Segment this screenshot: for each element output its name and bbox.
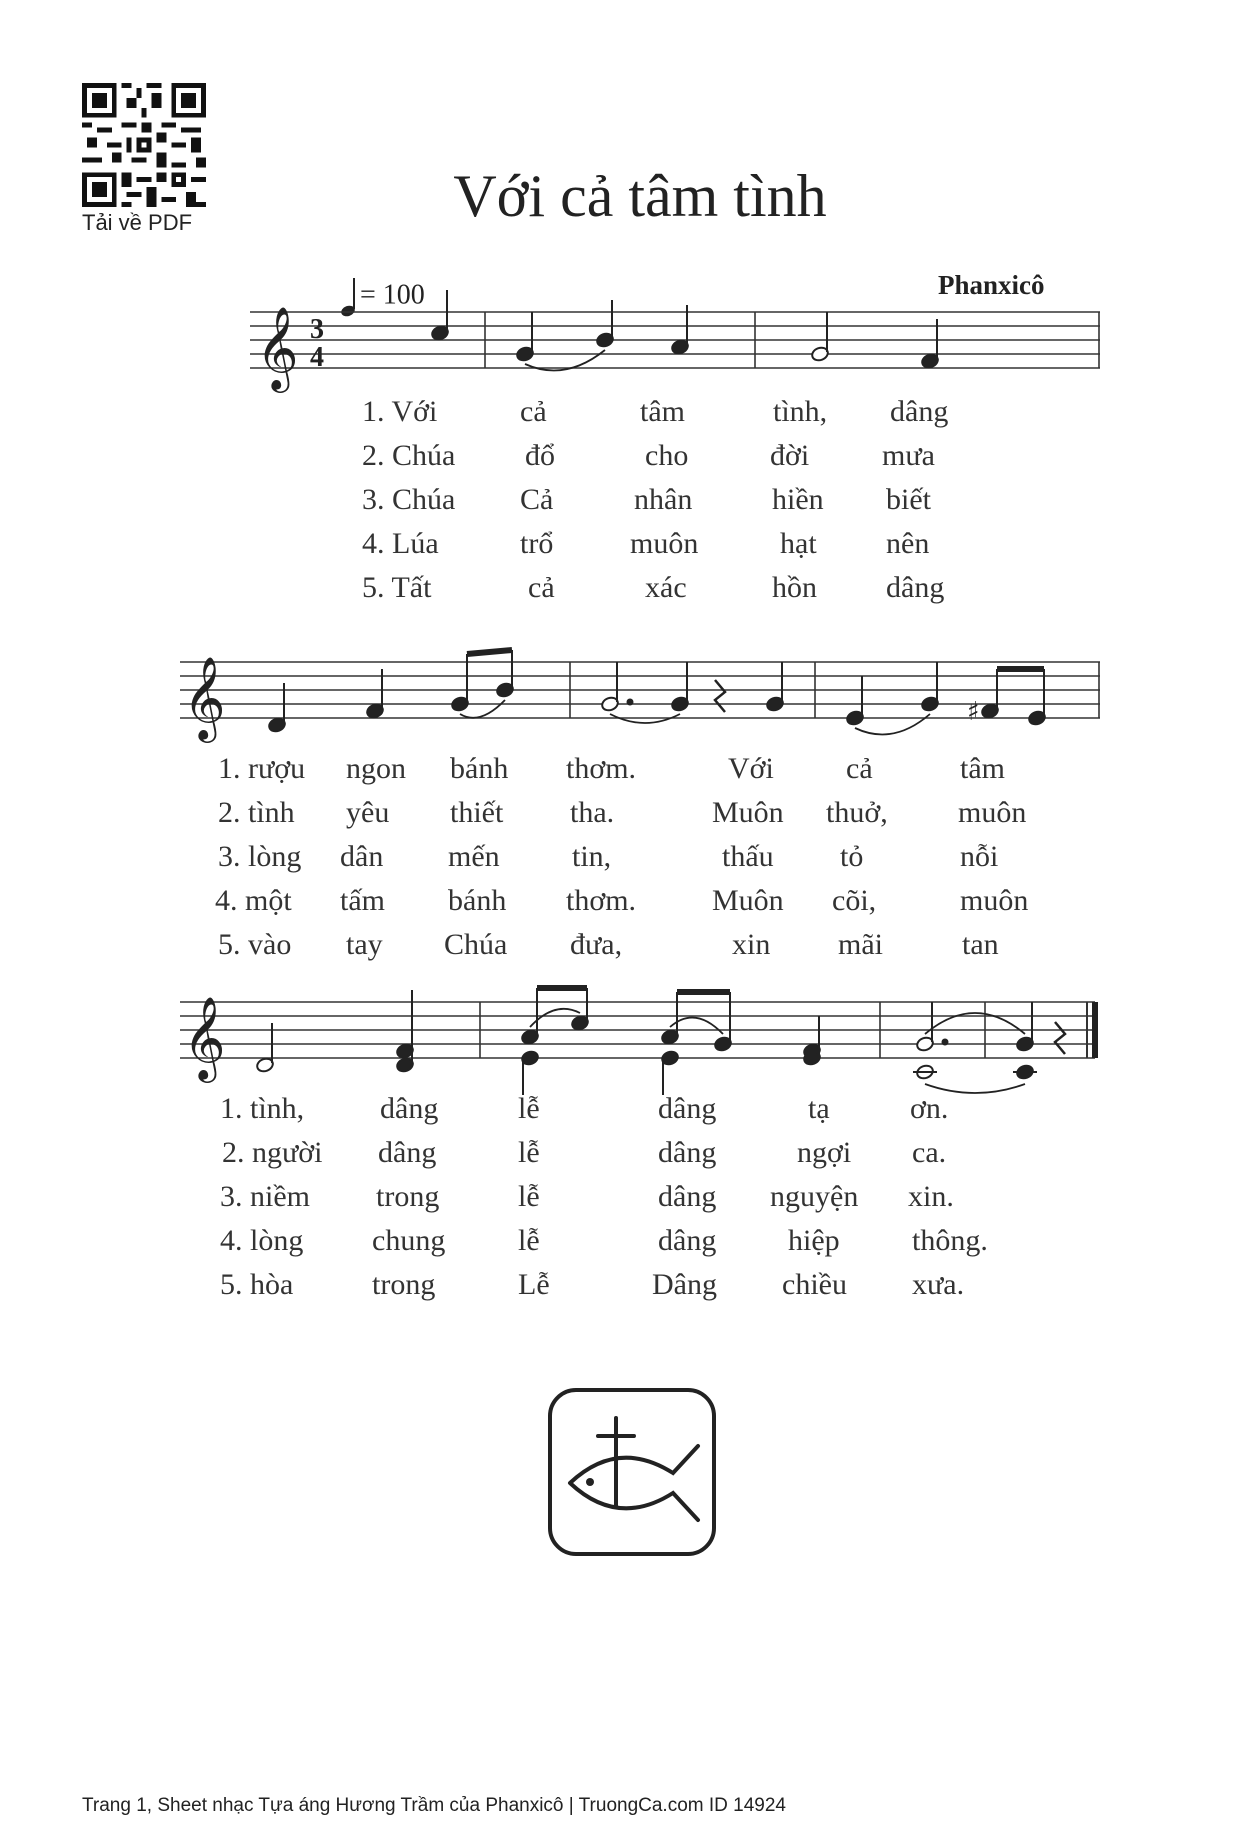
fish-cross-logo xyxy=(548,1388,716,1556)
lyric-word: tha. xyxy=(570,796,615,829)
lyric-word: Cả xyxy=(520,483,554,516)
lyric-word: dâng xyxy=(890,395,949,428)
lyric-word: đời xyxy=(770,439,810,472)
lyric-word: nên xyxy=(886,527,930,560)
lyric-word: 3. lòng xyxy=(218,840,302,873)
final-barline xyxy=(1092,1002,1098,1058)
lyric-word: Muôn xyxy=(712,884,784,917)
lyric-word: tâm xyxy=(960,752,1005,785)
lyric-word: bánh xyxy=(450,752,509,785)
composer: Phanxicô xyxy=(938,270,1045,300)
lyric-word: tin, xyxy=(572,840,612,873)
lyric-word: thấu xyxy=(722,840,774,873)
lyric-word: dâng xyxy=(380,1092,439,1125)
time-signature-top: 3 xyxy=(310,314,324,345)
lyric-word: cả xyxy=(528,571,555,604)
lyric-word: tạ xyxy=(808,1092,830,1125)
lyric-word: xin. xyxy=(908,1180,954,1213)
lyric-word: 4. Lúa xyxy=(362,527,439,560)
lyric-word: ngon xyxy=(346,752,406,785)
lyric-word: 4. một xyxy=(215,884,292,917)
lyric-word: Dâng xyxy=(652,1268,717,1301)
sharp-icon: ♯ xyxy=(967,697,980,727)
lyric-word: thơm. xyxy=(566,752,637,785)
staff-system-1 xyxy=(240,300,1100,400)
lyric-word: dân xyxy=(340,840,384,873)
lyric-word: dâng xyxy=(886,571,945,604)
lyric-word: 1. rượu xyxy=(218,752,306,785)
lyric-word: muôn xyxy=(958,796,1027,829)
lyric-word: 5. Tất xyxy=(362,571,432,604)
fish-eye-icon xyxy=(586,1478,594,1486)
lyric-word: mến xyxy=(448,840,500,873)
lyric-word: cả xyxy=(520,395,547,428)
lyric-word: lễ xyxy=(518,1180,540,1213)
page-footer: Trang 1, Sheet nhạc Tựa áng Hương Trầm của Phanxicô | TruongCa.com ID 14924 xyxy=(82,1795,786,1816)
lyric-word: cả xyxy=(846,752,873,785)
lyric-word: muôn xyxy=(630,527,699,560)
lyric-word: Muôn xyxy=(712,796,784,829)
lyric-word: tan xyxy=(962,928,999,961)
lyric-word: chung xyxy=(372,1224,446,1257)
lyric-word: xin xyxy=(732,928,771,961)
lyric-word: bánh xyxy=(448,884,507,917)
treble-clef-icon: 𝄞 xyxy=(183,995,226,1079)
lyric-word: 3. niềm xyxy=(220,1180,310,1213)
download-pdf-link[interactable]: Tải về PDF xyxy=(82,210,193,235)
lyric-word: 5. hòa xyxy=(220,1268,294,1301)
lyric-word: nỗi xyxy=(960,840,999,873)
lyric-word: xưa. xyxy=(912,1268,965,1301)
lyric-word: 2. tình xyxy=(218,796,295,829)
lyric-word: 2. Chúa xyxy=(362,439,456,472)
tempo-value: = 100 xyxy=(360,279,425,311)
song-title: Với cả tâm tình xyxy=(453,163,827,229)
lyric-word: hiệp xyxy=(788,1224,840,1257)
lyric-word: muôn xyxy=(960,884,1029,917)
lyric-word: lễ xyxy=(518,1224,540,1257)
lyric-word: thiết xyxy=(450,796,504,829)
lyric-word: biết xyxy=(886,483,931,516)
lyric-word: 5. vào xyxy=(218,928,292,961)
lyric-word: đổ xyxy=(525,439,555,472)
lyric-word: tâm xyxy=(640,395,685,428)
staff-system-3 xyxy=(175,990,1105,1100)
lyric-word: dâng xyxy=(658,1092,717,1125)
lyric-word: cõi, xyxy=(832,884,877,917)
lyric-word: yêu xyxy=(346,796,390,829)
lyric-word: trổ xyxy=(520,527,554,560)
lyric-word: tỏ xyxy=(840,840,864,873)
lyric-word: 2. người xyxy=(222,1136,323,1169)
lyric-word: trong xyxy=(372,1268,436,1301)
lyric-word: Chúa xyxy=(444,928,508,961)
treble-clef-icon: 𝄞 xyxy=(256,305,299,389)
lyric-word: thơm. xyxy=(566,884,637,917)
lyric-word: hồn xyxy=(772,571,817,604)
lyric-word: 4. lòng xyxy=(220,1224,304,1257)
lyric-word: 3. Chúa xyxy=(362,483,456,516)
lyric-word: chiều xyxy=(782,1268,847,1301)
lyric-word: thông. xyxy=(912,1224,988,1257)
lyric-word: nguyện xyxy=(770,1180,859,1213)
lyric-word: trong xyxy=(376,1180,440,1213)
lyric-word: 1. tình, xyxy=(220,1092,305,1125)
lyric-word: tấm xyxy=(340,884,385,917)
lyric-word: xác xyxy=(645,571,687,604)
staff-system-2 xyxy=(175,650,1105,750)
lyric-word: dâng xyxy=(658,1136,717,1169)
lyric-word: dâng xyxy=(658,1180,717,1213)
treble-clef-icon: 𝄞 xyxy=(183,655,226,739)
time-signature-bottom: 4 xyxy=(310,342,324,373)
lyric-word: ca. xyxy=(912,1136,947,1169)
lyric-word: lễ xyxy=(518,1092,540,1125)
lyric-word: mưa xyxy=(882,439,935,472)
lyric-word: Lễ xyxy=(518,1268,550,1301)
lyric-word: lễ xyxy=(518,1136,540,1169)
lyric-word: thuở, xyxy=(826,796,888,829)
lyric-word: đưa, xyxy=(570,928,623,961)
lyric-word: 1. Với xyxy=(362,395,438,428)
lyric-word: tình, xyxy=(773,395,828,428)
lyric-word: ngợi xyxy=(797,1136,852,1169)
lyric-word: hạt xyxy=(780,527,817,560)
lyric-word: cho xyxy=(645,439,689,472)
lyric-word: dâng xyxy=(378,1136,437,1169)
lyric-word: tay xyxy=(346,928,383,961)
lyric-word: nhân xyxy=(634,483,693,516)
lyric-word: hiền xyxy=(772,483,824,516)
lyric-word: ơn. xyxy=(910,1092,949,1125)
lyric-word: dâng xyxy=(658,1224,717,1257)
lyric-word: mãi xyxy=(838,928,883,961)
lyric-word: Với xyxy=(728,752,774,785)
